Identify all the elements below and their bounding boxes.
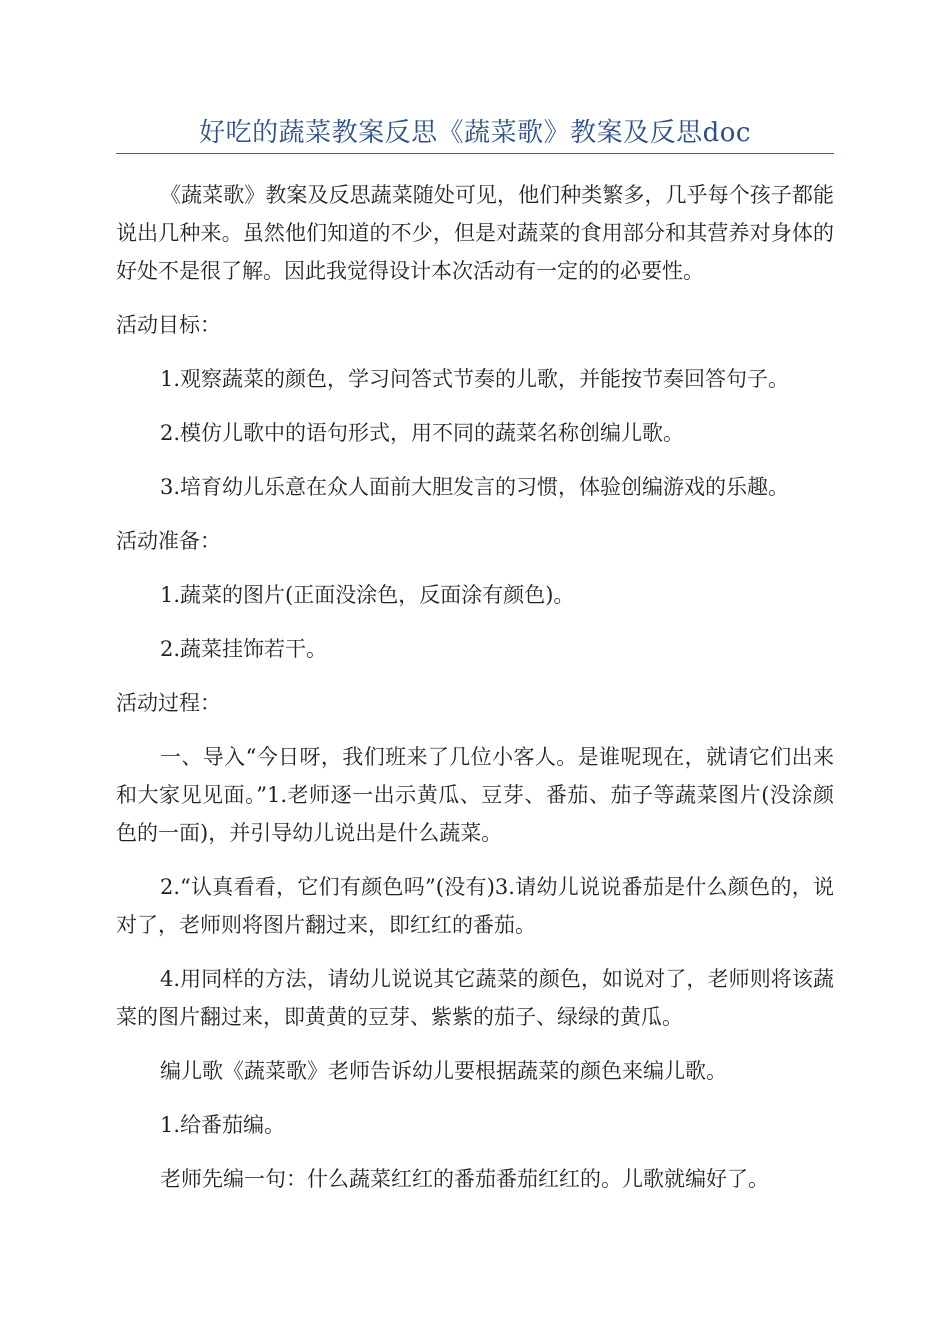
process-paragraph: 4.用同样的方法，请幼儿说说其它蔬菜的颜色，如说对了，老师则将该蔬菜的图片翻过来，即黄黄的豆芽、紫紫的茄子、绿绿的黄瓜。 — [116, 967, 834, 1029]
process-paragraph: 一、导入“今日呀，我们班来了几位小客人。是谁呢现在，就请它们出来和大家见见面。”1.老师逐一出示黄瓜、豆芽、番茄、茄子等蔬菜图片(没涂颜色的一面)，并引导幼儿说出是什么蔬菜。 — [116, 745, 834, 845]
section-heading-goals: 活动目标： — [116, 313, 221, 337]
preparation-item: 1.蔬菜的图片(正面没涂色，反面涂有颜色)。 — [160, 583, 575, 607]
document-body — [116, 176, 834, 1198]
process-paragraph: 编儿歌《蔬菜歌》老师告诉幼儿要根据蔬菜的颜色来编儿歌。 — [160, 1059, 727, 1083]
section-heading-preparation: 活动准备： — [116, 529, 221, 553]
document-title: 好吃的蔬菜教案反思《蔬菜歌》教案及反思doc — [199, 118, 751, 148]
intro-paragraph: 《蔬菜歌》教案及反思蔬菜随处可见，他们种类繁多，几乎每个孩子都能说出几种来。虽然他们知道的不少，但是对蔬菜的食用部分和其营养对身体的好处不是很了解。因此我觉得设计本次活动有一定的的必要性。 — [116, 183, 834, 283]
title-underline — [116, 153, 834, 154]
section-heading-process: 活动过程： — [116, 691, 221, 715]
preparation-item: 2.蔬菜挂饰若干。 — [160, 637, 328, 661]
process-paragraph: 1.给番茄编。 — [160, 1113, 286, 1137]
process-paragraph: 老师先编一句：什么蔬菜红红的番茄番茄红红的。儿歌就编好了。 — [160, 1167, 769, 1191]
goal-item: 1.观察蔬菜的颜色，学习问答式节奏的儿歌，并能按节奏回答句子。 — [160, 367, 790, 391]
goal-item: 3.培育幼儿乐意在众人面前大胆发言的习惯，体验创编游戏的乐趣。 — [160, 475, 790, 499]
process-paragraph: 2.“认真看看，它们有颜色吗”(没有)3.请幼儿说说番茄是什么颜色的，说对了，老师则将图片翻过来，即红红的番茄。 — [116, 875, 834, 937]
goal-item: 2.模仿儿歌中的语句形式，用不同的蔬菜名称创编儿歌。 — [160, 421, 685, 445]
